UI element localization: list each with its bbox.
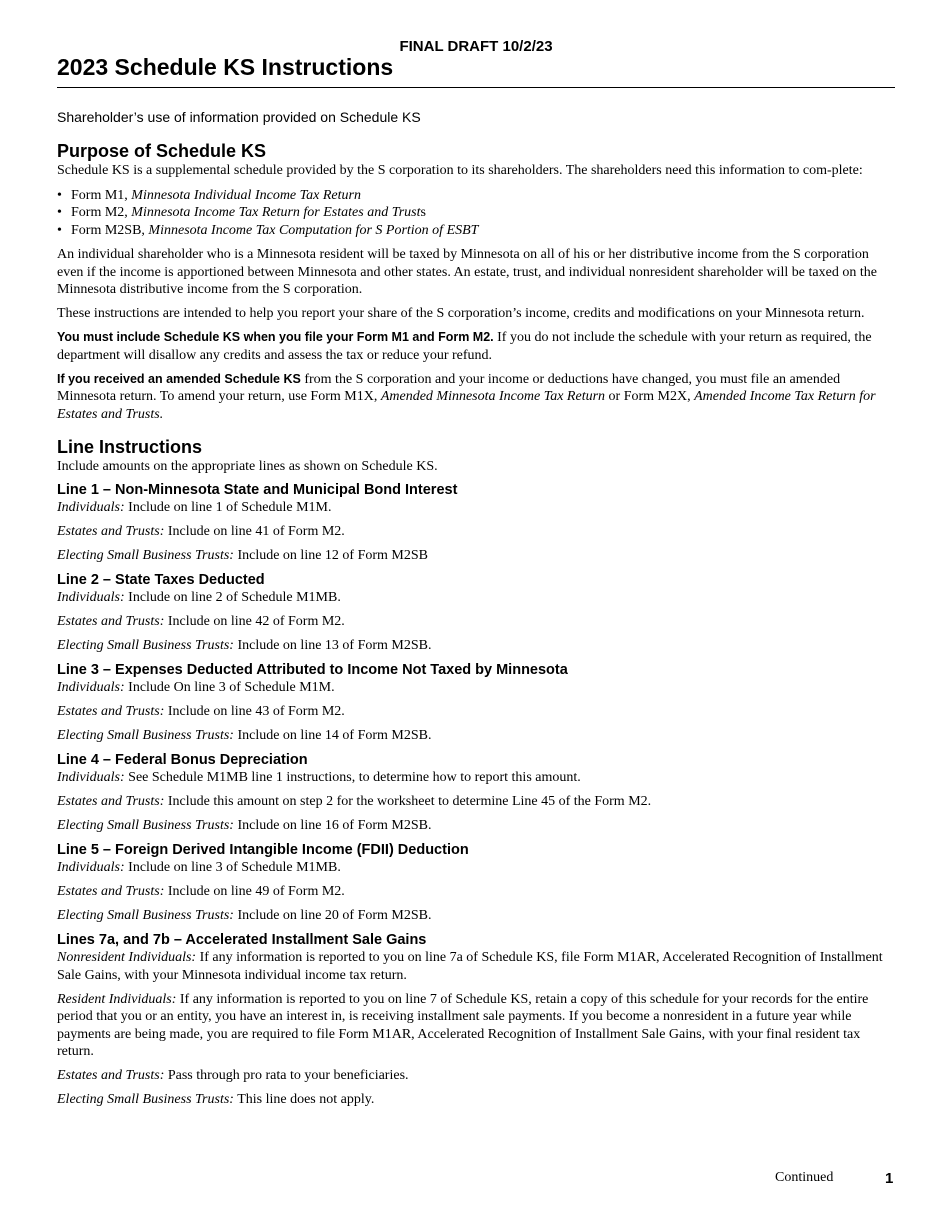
line-entry: Estates and Trusts: Include on line 43 of Form M2. bbox=[57, 704, 345, 719]
line-entry: Electing Small Business Trusts: Include on line 12 of Form M2SB bbox=[57, 548, 428, 563]
line-entry: Individuals: See Schedule M1MB line 1 instructions, to determine how to report this amount. bbox=[57, 770, 581, 785]
line-entry: Electing Small Business Trusts: Include on line 13 of Form M2SB. bbox=[57, 638, 432, 653]
line-heading: Line 2 – State Taxes Deducted bbox=[57, 572, 265, 588]
line-heading: Line 4 – Federal Bonus Depreciation bbox=[57, 752, 308, 768]
form-name: Minnesota Individual Income Tax Return bbox=[131, 187, 361, 203]
page-number: 1 bbox=[885, 1170, 894, 1187]
line-instructions-heading: Line Instructions bbox=[57, 436, 203, 457]
line-entry: Electing Small Business Trusts: Include on line 16 of Form M2SB. bbox=[57, 818, 432, 833]
line-entry: Electing Small Business Trusts: Include on line 20 of Form M2SB. bbox=[57, 908, 432, 923]
line-entry: Estates and Trusts: Include on line 42 of Form M2. bbox=[57, 614, 345, 629]
line-entry: Estates and Trusts: Pass through pro rata to your beneficiaries. bbox=[57, 1068, 409, 1083]
page-title: 2023 Schedule KS Instructions bbox=[57, 54, 394, 80]
line-heading: Line 1 – Non-Minnesota State and Municipal Bond Interest bbox=[57, 482, 458, 498]
line-entry: Electing Small Business Trusts: This line does not apply. bbox=[57, 1092, 375, 1107]
list-item: • Form M2SB, Minnesota Income Tax Computation for S Portion of ESBT bbox=[57, 222, 895, 240]
list-item: • Form M2, Minnesota Income Tax Return for Estates and Trusts bbox=[57, 204, 895, 222]
draft-label: FINAL DRAFT 10/2/23 bbox=[399, 38, 553, 55]
line-entry: Individuals: Include on line 1 of Schedule M1M. bbox=[57, 500, 332, 515]
content bbox=[57, 108, 895, 1115]
line-instructions-section bbox=[57, 436, 895, 1109]
purpose-section bbox=[57, 140, 895, 423]
line-entry: Resident Individuals: If any information is reported to you on line 7 of Schedule KS, retain a copy of this schedule for your records for the entire period that you or an entity, you have an interest in, is receiving installment sale payments. If you become a nonresident in a future year while payments are being made, you are required to file Form M1AR, Accelerated Recognition of Installment Sale Gains, with your final resident tax return. bbox=[57, 991, 869, 1059]
subtitle: Shareholder’s use of information provided on Schedule KS bbox=[57, 109, 421, 125]
line-instructions-intro: Include amounts on the appropriate lines as shown on Schedule KS. bbox=[57, 458, 438, 474]
line-heading: Line 5 – Foreign Derived Intangible Income (FDII) Deduction bbox=[57, 842, 469, 858]
line-block bbox=[57, 841, 895, 925]
form-name: Minnesota Income Tax Computation for S Portion of ESBT bbox=[148, 222, 479, 238]
list-item: • Form M1, Minnesota Individual Income Tax Return bbox=[57, 187, 895, 205]
form-name: Minnesota Income Tax Return for Estates and Trust bbox=[131, 205, 421, 220]
resident-paragraph: An individual shareholder who is a Minnesota resident will be taxed by Minnesota on all of his or her distributive income from the S corporation even if the income is apportioned between Minnesota and other states. An estate, trust, and individual nonresident shareholder will be taxed on the Minnesota distributive income from the S corporation. bbox=[57, 247, 877, 297]
line-block bbox=[57, 661, 895, 745]
line-entry: Individuals: Include on line 3 of Schedule M1MB. bbox=[57, 860, 341, 875]
line-entry: Individuals: Include On line 3 of Schedule M1M. bbox=[57, 680, 335, 695]
amended-paragraph: If you received an amended Schedule KS from the S corporation and your income or deductions have changed, you must file an amended Minnesota return. To amend your return, use Form M1X, Amended Minnesota Income Tax Return or Form M2X, Amended Income Tax Return for Estates and Trusts. bbox=[57, 371, 876, 422]
form-list bbox=[57, 187, 895, 240]
line-entry: Individuals: Include on line 2 of Schedule M1MB. bbox=[57, 590, 341, 605]
line-heading: Line 3 – Expenses Deducted Attributed to Income Not Taxed by Minnesota bbox=[57, 662, 568, 678]
line-entry: Nonresident Individuals: If any information is reported to you on line 7a of Schedule KS, file Form M1AR, Accelerated Recognition of Installment Sale Gains, with your Minnesota individual income tax return. bbox=[57, 950, 883, 983]
line-block bbox=[57, 571, 895, 655]
line-heading: Lines 7a, and 7b – Accelerated Installment Sale Gains bbox=[57, 932, 427, 948]
line-block bbox=[57, 931, 895, 1109]
purpose-intro: Schedule KS is a supplemental schedule provided by the S corporation to its shareholders. The shareholders need this information to com-plete: bbox=[57, 163, 863, 178]
title-rule bbox=[57, 87, 895, 88]
line-block bbox=[57, 481, 895, 565]
line-entry: Estates and Trusts: Include on line 49 of Form M2. bbox=[57, 884, 345, 899]
line-entry: Estates and Trusts: Include this amount on step 2 for the worksheet to determine Line 45 of the Form M2. bbox=[57, 794, 652, 809]
purpose-heading: Purpose of Schedule KS bbox=[57, 141, 267, 161]
line-entry: Estates and Trusts: Include on line 41 of Form M2. bbox=[57, 524, 345, 539]
line-block bbox=[57, 751, 895, 835]
continued-label: Continued bbox=[775, 1170, 834, 1185]
instructions-paragraph: These instructions are intended to help you report your share of the S corporation’s income, credits and modifications on your Minnesota return. bbox=[57, 306, 865, 321]
line-entry: Electing Small Business Trusts: Include on line 14 of Form M2SB. bbox=[57, 728, 432, 743]
must-include-paragraph: You must include Schedule KS when you file your Form M1 and Form M2. If you do not include the schedule with your return as required, the department will disallow any credits and assess the tax or reduce your refund. bbox=[57, 330, 872, 363]
